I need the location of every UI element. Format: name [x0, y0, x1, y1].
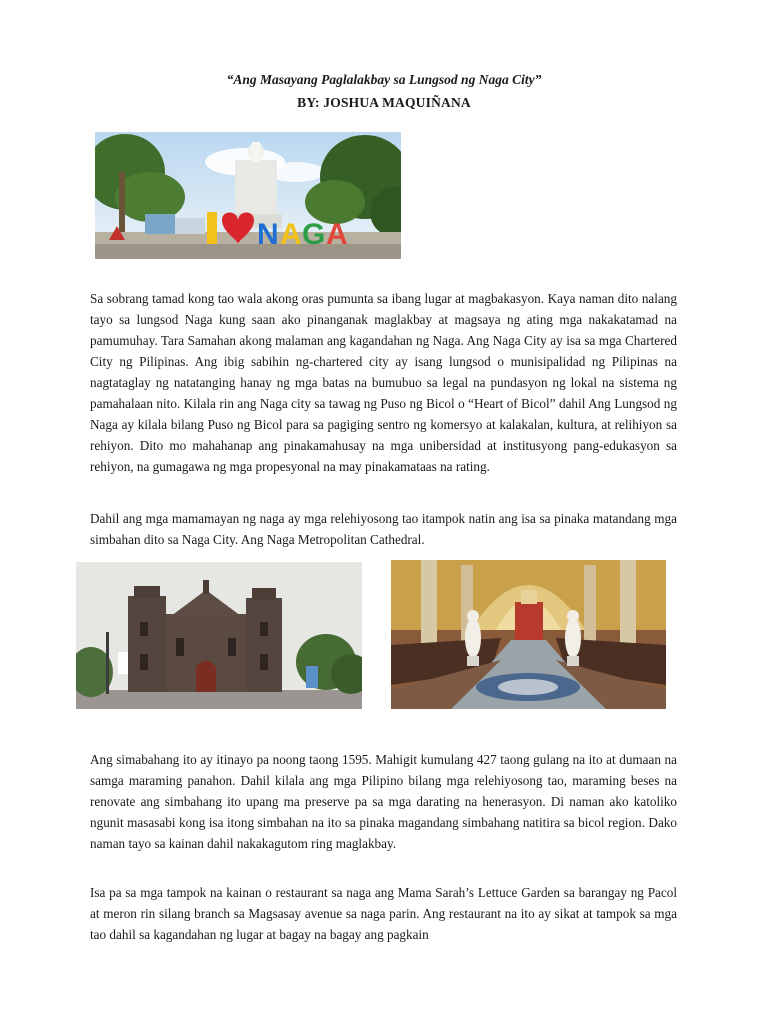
svg-text:A: A [280, 218, 302, 251]
svg-text:G: G [302, 218, 326, 251]
document-title: “Ang Masayang Paglalakbay sa Lungsod ng Naga City” [226, 72, 542, 87]
svg-text:N: N [257, 218, 279, 251]
paragraph-cathedral-intro: Dahil ang mga mamamayan ng naga ay mga relehiyosong tao itampok natin ang isa sa pinaka matandang mga simbahan dito sa Naga City. Ang Naga Metropolitan Cathedral. [90, 511, 677, 547]
paragraph-intro: Sa sobrang tamad kong tao wala akong oras pumunta sa ibang lugar at magbakasyon. Kaya naman dito nalang tayo sa lungsod Naga kung saan ako pinanganak maglakbay at magsaya ng ating mga nakakatamad na pamumuhay. Tara Samahan akong malaman ang kagandahan ng Naga. Ang Naga City ay isa sa mga Chartered City ng Pilipinas. Ang ibig sabihin ng-chartered city ay isang lungsod o munisipalidad ng Pilipinas na nagtataglay ng natatanging hanay ng mga batas na bumubuo sa legal na pundasyon ng lokal na sistema ng pamahalaan nito. Kilala rin ang Naga city sa tawag ng Puso ng Bicol o “Heart of Bicol” dahil Ang Lungsod ng Naga ay kilala bilang Puso ng Bicol para sa pagiging sentro ng komersyo at kalakalan, kultura, at relihiyon sa rehiyon. Dito mo mahahanap ang pinakamahusay na mga unibersidad at institusyong pang-edukasyon sa rehiyon, na gumagawa ng mga propesyonal na may pinakamataas na rating. [90, 291, 677, 474]
paragraph-restaurant: Isa pa sa mga tampok na kainan o restaurant sa naga ang Mama Sarah’s Lettuce Garden sa barangay ng Pacol at meron rin silang branch sa Magsasay avenue sa naga parin. Ang restaurant na ito ay sikat at tampok sa mga tao dahil sa kagandahan ng lugar at bagay na bagay ang pagkain [90, 885, 677, 942]
document-byline: BY: JOSHUA MAQUIÑANA [297, 95, 471, 110]
svg-text:A: A [326, 218, 348, 251]
cathedral-exterior-photo [76, 562, 362, 709]
paragraph-cathedral-history: Ang simabahang ito ay itinayo pa noong taong 1595. Mahigit kumulang 427 taong gulang na ito at dumaan na samga maraming panahon. Dahil kilala ang mga Pilipino bilang mga relehiyosong tao, maraming beses na renovate ang simbahang ito upang ma preserve pa sa mga darating na henerasyon. Di naman ako katoliko ngunit masasabi kong isa itong simbahan na ito sa pinaka magandang simbahang natitira sa bicol region. Dako naman tayo sa kainan dahil nakakagutom ring maglakbay. [90, 752, 677, 851]
i-love-naga-photo [95, 132, 401, 259]
cathedral-interior-photo [391, 560, 666, 709]
